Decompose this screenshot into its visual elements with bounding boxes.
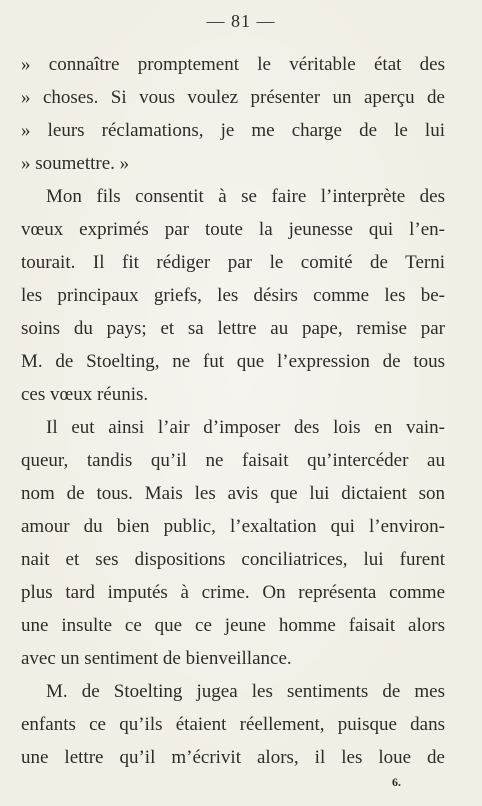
text-line: » connaître promptement le véritable état des (21, 54, 445, 75)
text-line: » choses. Si vous voulez présenter un aperçu de (21, 87, 445, 108)
text-line: une insulte ce que ce jeune homme faisait alors (21, 615, 445, 636)
page-number: — 81 — (206, 11, 276, 31)
text-line: vœux exprimés par toute la jeunesse qui l’en- (21, 219, 445, 240)
text-line: les principaux griefs, les désirs comme les be- (21, 285, 445, 306)
text-line: » leurs réclamations, je me charge de le lui (21, 120, 445, 141)
text-line: nom de tous. Mais les avis que lui dictaient son (21, 483, 445, 504)
text-line: Il eut ainsi l’air d’imposer des lois en vain- (46, 417, 445, 438)
text-line: Mon fils consentit à se faire l’interprète des (46, 186, 445, 207)
text-line: enfants ce qu’ils étaient réellement, puisque dans (21, 714, 445, 735)
text-line: avec un sentiment de bienveillance. (21, 648, 292, 669)
page-body-text (21, 48, 445, 774)
text-line: plus tard imputés à crime. On représenta comme (21, 582, 445, 603)
text-line: ces vœux réunis. (21, 384, 149, 405)
text-line: une lettre qu’il m’écrivit alors, il les loue de (21, 747, 445, 768)
text-line: soins du pays; et sa lettre au pape, remise par (21, 318, 445, 339)
text-line: » soumettre. » (21, 153, 130, 174)
text-line: nait et ses dispositions conciliatrices, lui furent (21, 549, 445, 570)
text-line: M. de Stoelting jugea les sentiments de mes (46, 681, 445, 702)
text-line: M. de Stoelting, ne fut que l’expression de tous (21, 351, 445, 372)
text-line: amour du bien public, l’exaltation qui l’environ- (21, 516, 445, 537)
text-line: tourait. Il fit rédiger par le comité de Terni (21, 252, 445, 273)
signature-mark: 6. (392, 775, 401, 789)
text-line: queur, tandis qu’il ne faisait qu’intercéder au (21, 450, 445, 471)
